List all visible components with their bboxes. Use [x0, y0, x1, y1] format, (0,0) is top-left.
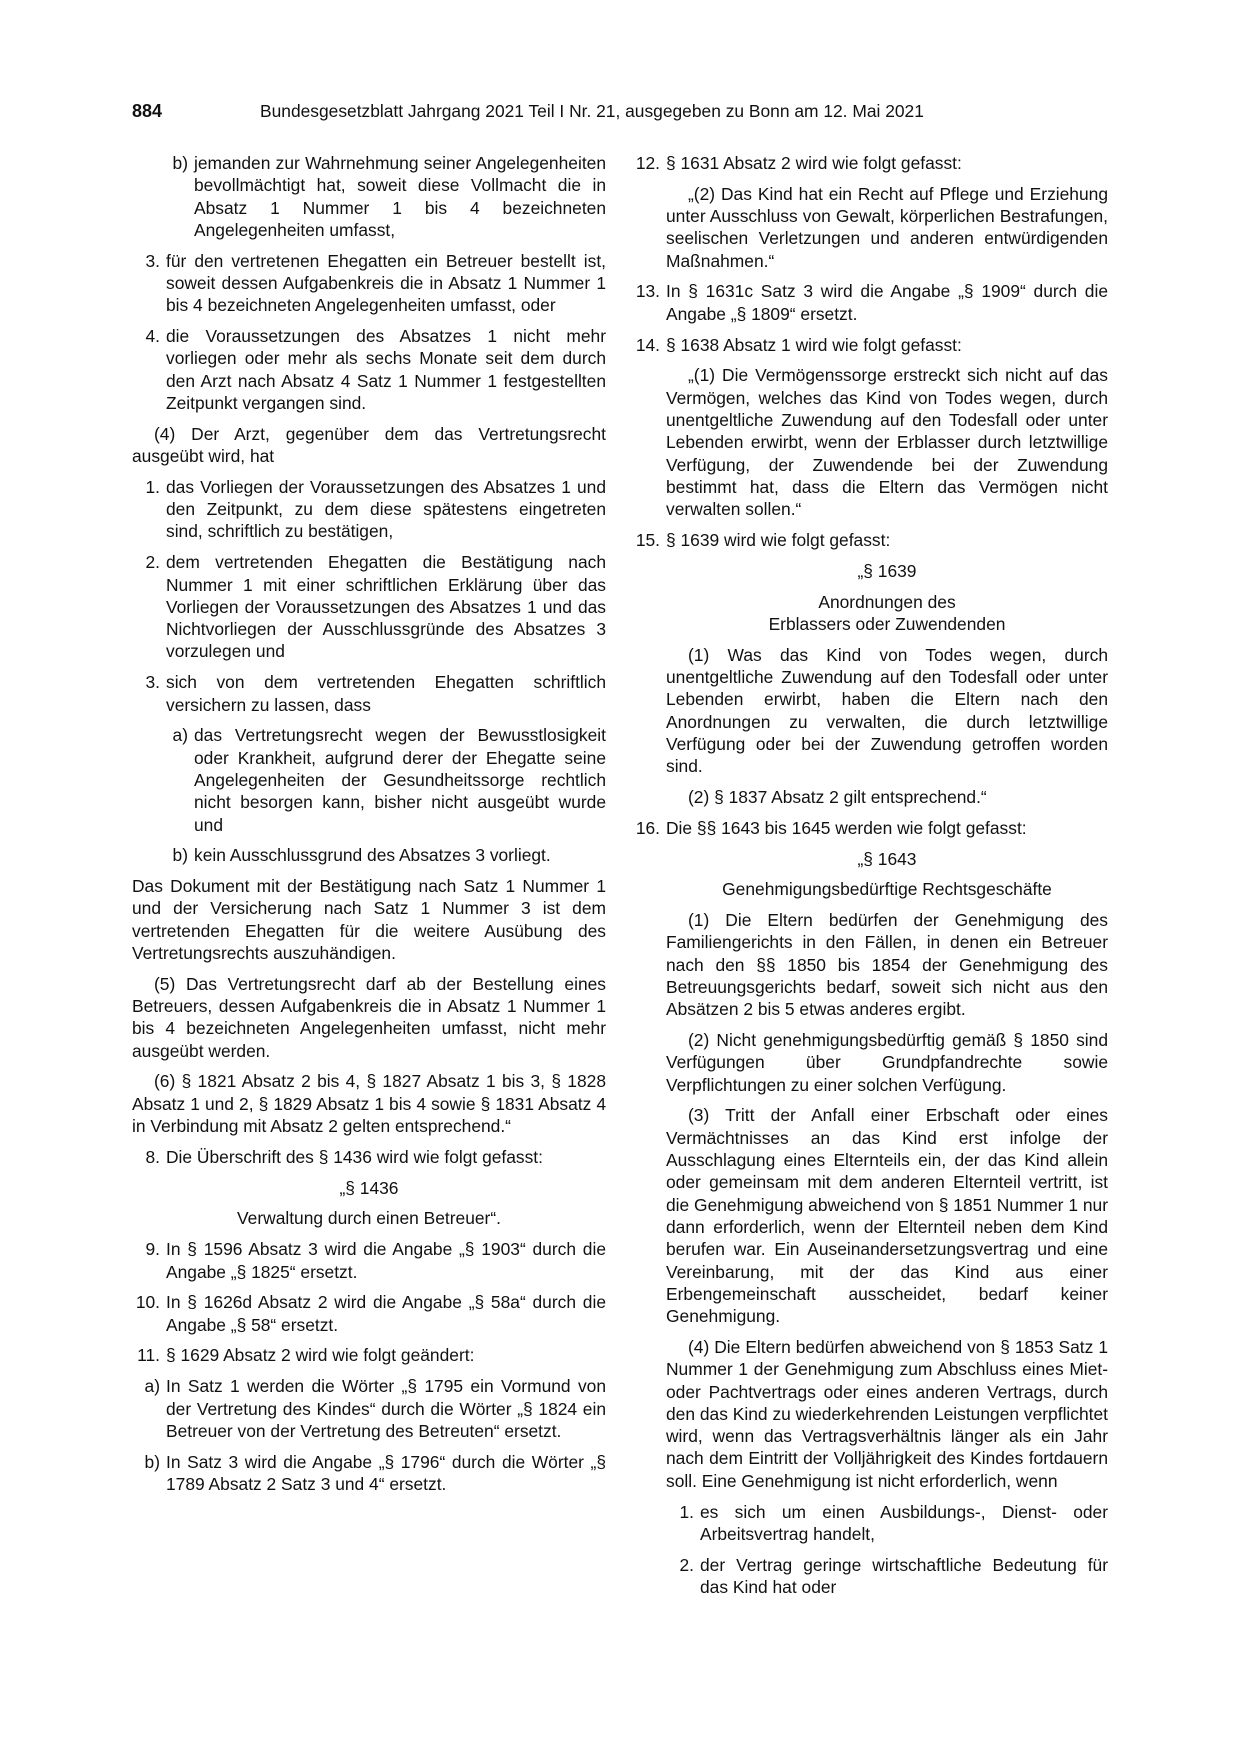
section-number: „§ 1436 [339, 1177, 399, 1198]
left-column [132, 152, 606, 1504]
section-title: Anordnungen des [818, 591, 956, 612]
paragraph: Das Dokument mit der Bestätigung nach Satz 1 Nummer 1 und der Versicherung nach Satz 1 Nummer 3 ist dem vertretenden Ehegatten für die weitere Ausübung des Vertretungsrechts auszuhändigen. [132, 876, 606, 963]
list-item: 16. Die §§ 1643 bis 1645 werden wie folgt gefasst: [635, 817, 1027, 838]
list-item: a) das Vertretungsrecht wegen der Bewusstlosigkeit oder Krankheit, aufgrund derer der Ehegatte seine Angelegenheiten der Gesundheitssorge rechtlich nicht besorgen kann, bisher nicht ausgeübt wurde und [172, 725, 606, 835]
list-item: 2. der Vertrag geringe wirtschaftliche Bedeutung für das Kind hat oder [679, 1554, 1108, 1597]
list-item: 9. In § 1596 Absatz 3 wird die Angabe „§ 1903“ durch die Angabe „§ 1825“ ersetzt. [145, 1239, 606, 1282]
section-title: Verwaltung durch einen Betreuer“. [237, 1208, 501, 1229]
quoted-paragraph: „(2) Das Kind hat ein Recht auf Pflege und Erziehung unter Ausschluss von Gewalt, körperlichen Bestrafungen, seelischen Verletzungen und anderen entwürdigenden Maßnahmen.“ [666, 183, 1108, 271]
paragraph: (2) Nicht genehmigungsbedürftig gemäß § 1850 sind Verfügungen über Grundpfandrechte sowie Verpflichtungen zu einer solchen Verfügung. [666, 1030, 1108, 1095]
section-title: Genehmigungsbedürftige Rechtsgeschäfte [722, 879, 1052, 900]
paragraph: (4) Der Arzt, gegenüber dem das Vertretungsrecht ausgeübt wird, hat [132, 423, 606, 467]
list-item: 12. § 1631 Absatz 2 wird wie folgt gefasst: [635, 153, 962, 173]
quoted-paragraph: „(1) Die Vermögenssorge erstreckt sich nicht auf das Vermögen, welches das Kind von Todes wegen, durch unentgeltliche Zuwendung auf den Todesfall oder unter Lebenden erwirbt, wenn der Erblasser durch letztwillige Verfügung, der Zuwendende bei der Zuwendung bestimmt hat, dass die Eltern das Vermögen nicht verwalten sollen.“ [666, 365, 1108, 520]
page-header [132, 100, 982, 124]
paragraph: (6) § 1821 Absatz 2 bis 4, § 1827 Absatz 1 bis 3, § 1828 Absatz 1 und 2, § 1829 Absatz 1 bis 4 sowie § 1831 Absatz 4 in Verbindung mit Absatz 2 gelten entsprechend.“ [132, 1071, 606, 1137]
list-item: 14. § 1638 Absatz 1 wird wie folgt gefasst: [635, 334, 962, 355]
gazette-title: Bundesgesetzblatt Jahrgang 2021 Teil I Nr. 21, ausgegeben zu Bonn am 12. Mai 2021 [260, 101, 924, 121]
list-item: b) jemanden zur Wahrnehmung seiner Angelegenheiten bevollmächtigt hat, soweit diese Vollmacht die in Absatz 1 Nummer 1 bis 4 bezeichneten Angelegenheiten umfasst, [172, 153, 606, 240]
list-item: 4. die Voraussetzungen des Absatzes 1 nicht mehr vorliegen oder mehr als sechs Monate seit dem durch den Arzt nach Absatz 4 Satz 1 Nummer 1 festgestellten Zeitpunkt vergangen sind. [145, 326, 606, 413]
list-item: 15. § 1639 wird wie folgt gefasst: [635, 529, 891, 550]
list-item: a) In Satz 1 werden die Wörter „§ 1795 ein Vormund von der Vertretung des Kindes“ durch die Wörter „§ 1824 ein Betreuer von der Vertretung des Betreuten“ ersetzt. [144, 1376, 606, 1441]
list-item: 13. In § 1631c Satz 3 wird die Angabe „§ 1909“ durch die Angabe „§ 1809“ ersetzt. [635, 281, 1108, 324]
list-item: b) kein Ausschlussgrund des Absatzes 3 vorliegt. [172, 845, 551, 866]
section-number: „§ 1643 [857, 848, 917, 869]
paragraph: (3) Tritt der Anfall einer Erbschaft oder eines Vermächtnisses an das Kind erst infolge der Ausschlagung eines Elternteils ein, der das Kind allein oder gemeinsam mit dem anderen Elternteil vertritt, ist die Genehmigung abweichend von § 1851 Nummer 1 nur dann erforderlich, wenn der Elternteil neben dem Kind berufen war. Ein Auseinandersetzungsvertrag und eine Vereinbarung, mit der das Kind aus einer Erbengemeinschaft ausscheidet, bedarf keiner Genehmigung. [666, 1105, 1108, 1327]
list-item: b) In Satz 3 wird die Angabe „§ 1796“ durch die Wörter „§ 1789 Absatz 2 Satz 3 und 4“ ersetzt. [144, 1451, 606, 1494]
paragraph: (2) § 1837 Absatz 2 gilt entsprechend.“ [688, 786, 987, 807]
list-item: 1. es sich um einen Ausbildungs-, Dienst- oder Arbeitsvertrag handelt, [679, 1501, 1108, 1544]
paragraph: (1) Die Eltern bedürfen der Genehmigung des Familiengerichts in den Fällen, in denen ein Betreuer nach den §§ 1850 bis 1854 der Genehmigung des Betreuungsgerichts bedarf, soweit sich nicht aus den Absätzen 2 bis 5 etwas anderes ergibt. [666, 910, 1108, 1020]
list-item: 1. das Vorliegen der Voraussetzungen des Absatzes 1 und den Zeitpunkt, zu dem diese spätestens eingetreten sind, schriftlich zu bestätigen, [145, 476, 606, 542]
page-number: 884 [132, 101, 163, 121]
paragraph: (4) Die Eltern bedürfen abweichend von § 1853 Satz 1 Nummer 1 der Genehmigung zum Abschluss eines Miet- oder Pachtvertrags oder eines anderen Vertrags, durch den das Kind zu wiederkehrenden Leistungen verpflichtet wird, wenn das Vertragsverhältnis länger als ein Jahr nach dem Eintritt der Volljährigkeit des Kindes fortdauern soll. Eine Genehmigung ist nicht erforderlich, wenn [666, 1336, 1108, 1491]
right-column [632, 152, 1108, 1607]
list-item: 3. für den vertretenen Ehegatten ein Betreuer bestellt ist, soweit dessen Aufgabenkreis die in Absatz 1 Nummer 1 bis 4 bezeichneten Angelegenheiten umfasst, oder [145, 250, 606, 316]
list-item: 10. In § 1626d Absatz 2 wird die Angabe „§ 58a“ durch die Angabe „§ 58“ ersetzt. [135, 1292, 606, 1335]
paragraph: (5) Das Vertretungsrecht darf ab der Bestellung eines Betreuers, dessen Aufgabenkreis die in Absatz 1 Nummer 1 bis 4 bezeichneten Angelegenheiten umfasst, nicht mehr ausgeübt werden. [132, 973, 606, 1061]
list-item: 11. § 1629 Absatz 2 wird wie folgt geändert: [137, 1345, 475, 1366]
list-item: 2. dem vertretenden Ehegatten die Bestätigung nach Nummer 1 mit einer schriftlichen Erklärung über das Vorliegen der Voraussetzungen des Absatzes 1 und das Nichtvorliegen der Ausschlussgründe des Absatzes 3 vorzulegen und [145, 552, 606, 662]
paragraph: (1) Was das Kind von Todes wegen, durch unentgeltliche Zuwendung auf den Todesfall oder unter Lebenden erwirbt, haben die Eltern nach den Anordnungen zu verwalten, die durch letztwillige Verfügung oder bei der Zuwendung getroffen worden sind. [666, 644, 1108, 777]
list-item: 3. sich von dem vertretenden Ehegatten schriftlich versichern zu lassen, dass [145, 672, 606, 715]
section-number: „§ 1639 [857, 560, 917, 581]
list-item: 8. Die Überschrift des § 1436 wird wie folgt gefasst: [145, 1146, 543, 1167]
section-title: Erblassers oder Zuwendenden [768, 613, 1006, 634]
